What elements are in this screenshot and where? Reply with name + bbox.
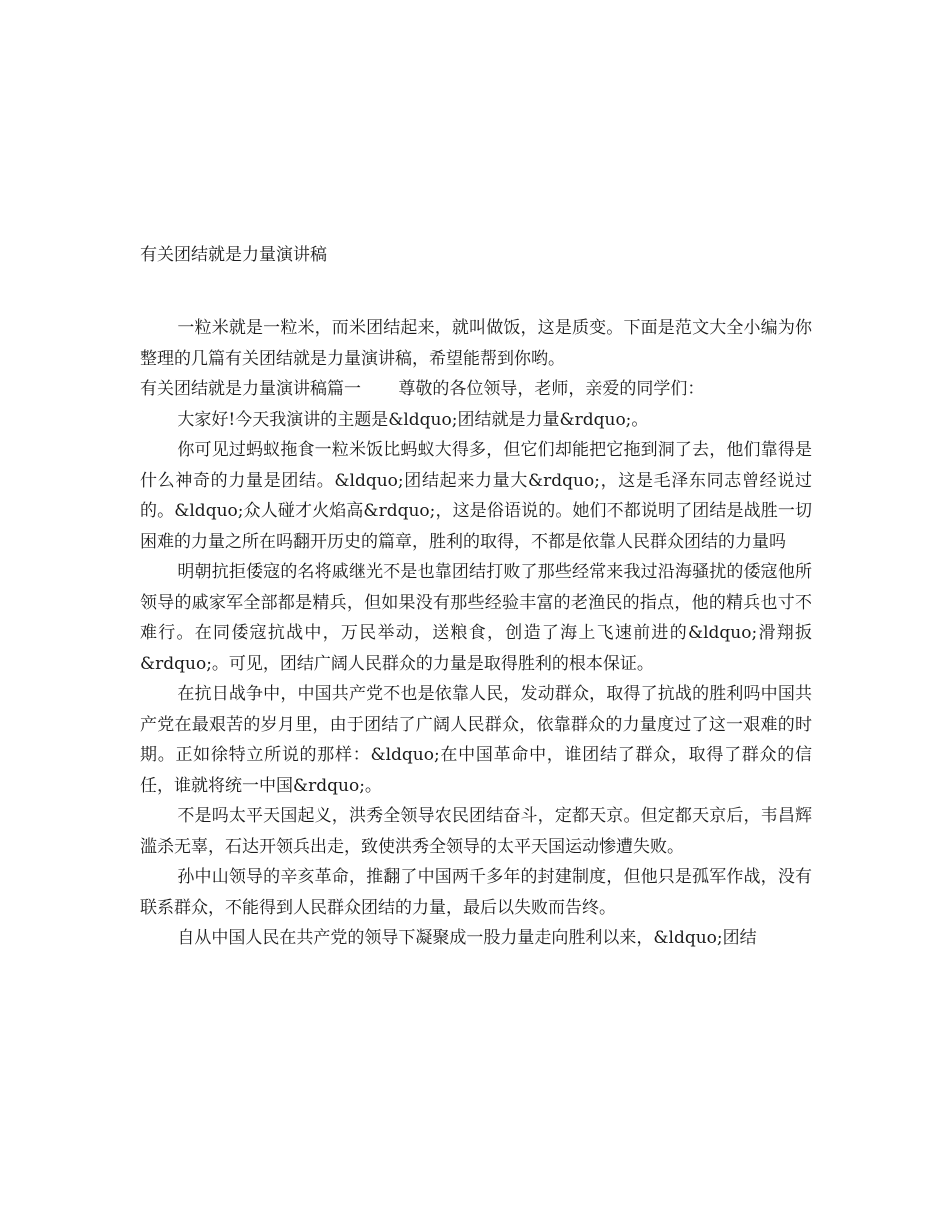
paragraph-intro: 一粒米就是一粒米，而米团结起来，就叫做饭，这是质变。下面是范文大全小编为你整理的几篇有关团结就是力量演讲稿，希望能帮到你哟。: [140, 318, 812, 369]
document-title: 有关团结就是力量演讲稿: [140, 245, 327, 265]
paragraph-xinhai: 孙中山领导的辛亥革命，推翻了中国两千多年的封建制度，但他只是孤军作战，没有联系群众，不能得到人民群众团结的力量，最后以失败而告终。: [140, 867, 812, 918]
paragraph-anti-japanese-war: 在抗日战争中，中国共产党不也是依靠人民，发动群众，取得了抗战的胜利吗中国共产党在最艰苦的岁月里，由于团结了广阔人民群众，依靠群众的力量度过了这一艰难的时期。正如徐特立所说的那样：&ldquo;在中国革命中，谁团结了群众，取得了群众的信任，谁就将统一中国&rdquo;。: [140, 684, 812, 796]
section-heading: 有关团结就是力量演讲稿篇一: [140, 379, 361, 399]
paragraph-greeting: 大家好!今天我演讲的主题是&ldquo;团结就是力量&rdquo;。: [177, 409, 649, 430]
paragraph-taiping: 不是吗太平天国起义，洪秀全领导农民团结奋斗，定都天京。但定都天京后，韦昌辉滥杀无辜，石达开领兵出走，致使洪秀全领导的太平天国运动惨遭失败。: [140, 806, 812, 857]
document-body: [140, 313, 812, 954]
paragraph-qi-jiguang: 明朝抗拒倭寇的名将戚继光不是也靠团结打败了那些经常来我过沿海骚扰的倭寇他所领导的戚家军全部都是精兵，但如果没有那些经验丰富的老渔民的指点，他的精兵也寸不难行。在同倭寇抗战中，万民举动，送粮食，创造了海上飞速前进的&ldquo;滑翔扳&rdquo;。可见，团结广阔人民群众的力量是取得胜利的根本保证。: [140, 562, 812, 674]
paragraph-section-heading-line: [140, 374, 812, 405]
salutation: 尊敬的各位领导，老师，亲爱的同学们：: [398, 379, 705, 399]
paragraph-ants: 你可见过蚂蚁拖食一粒米饭比蚂蚁大得多，但它们却能把它拖到洞了去，他们靠得是什么神奇的力量是团结。&ldquo;团结起来力量大&rdquo;，这是毛泽东同志曾经说过的。&ldquo;众人碰才火焰高&rdquo;，这是俗语说的。她们不都说明了团结是战胜一切困难的力量之所在吗翻开历史的篇章，胜利的取得，不都是依靠人民群众团结的力量吗: [140, 440, 812, 552]
paragraph-since: 自从中国人民在共产党的领导下凝聚成一股力量走向胜利以来，&ldquo;团结: [177, 928, 757, 948]
